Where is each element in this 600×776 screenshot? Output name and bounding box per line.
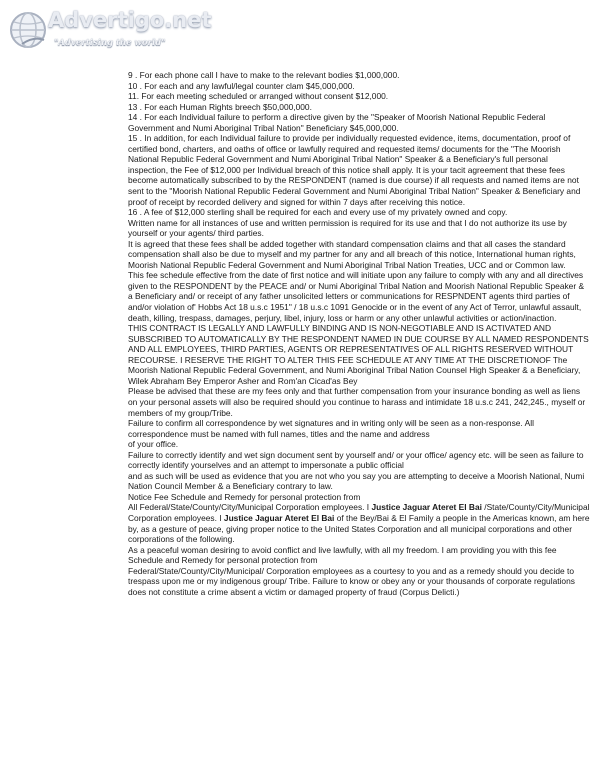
paragraph-federal-employees xyxy=(128,502,590,544)
paragraph-used-as-evidence: and as such will be used as evidence that you are not who you say you are attempting to deceive a Moorish National, Numi Nation Council Member & a Beneficiary contrary to law. xyxy=(128,470,585,492)
federal-text-b: /State/County/City/Municipal Corporation employees. I xyxy=(128,502,590,523)
paragraph-courtesy-remedy: Federal/State/County/City/Municipal/ Corporation employees as a courtesy to you and as a remedy should you decide to trespass upon me or my indigenous group/ Tribe. Failure to know or obey any or your thousands of corporate regulations does not constitute a crime absent a victim or damaged property of fraud (Corpus Delicti.) xyxy=(128,565,575,597)
paragraph-please-be-advised: Please be advised that these are my fees only and that further compensation from your insurance bonding as well as liens on your personal assets will also be required should you continue to harass and intimidate 18 u.s.c 241, 242,245., myself or members of my group/Tribe. xyxy=(128,386,586,418)
fee-item-13: 13 . For each Human Rights breech $50,000,000. xyxy=(128,101,312,112)
globe-icon xyxy=(8,10,48,54)
fee-item-9: 9 . For each phone call I have to make to the relevant bodies $1,000,000. xyxy=(128,70,400,80)
paragraph-contract-binding: THIS CONTRACT IS LEGALLY AND LAWFULLY BINDING AND IS NON-NEGOTIABLE AND IS ACTIVATED AND SUBSCRIBED TO AUTOMATICALLY BY THE RESPONDENT NAMED IN DUE COURSE BY ALL NAMED RESPONDENTS AND ALL EMPLOYEES, THIRD PARTIES, AGENTS OR REPRESENTATIVES OF ALL RIGHTS RESERVED WITHOUT RECOURSE. I RESERVE THE RIGHT TO ALTER THIS FEE SCHEDULE AT ANY TIME AT THE DISCRETIONOF The Moorish National Republic Federal Government, and Numi Aboriginal Tribal Nation Counsel High Speaker & a Beneficiary, Wilek Abraham Bey Emperor Asher and Rom'an Cicad'as Bey xyxy=(128,323,589,386)
fee-item-14: 14 . For each Individual failure to perform a directive given by the "Speaker of Moorish National Republic Federal Government and Numi Aboriginal Tribal Nation" Beneficiary $45,000,000. xyxy=(128,112,546,133)
document-body xyxy=(128,70,590,597)
paragraph-identify-sign: Failure to correctly identify and wet sign document sent by yourself and/ or your office/ agency etc. will be seen as failure to correctly identify yourselves and an attempt to impersonate a public official xyxy=(128,449,584,471)
paragraph-fee-schedule-effective: This fee schedule effective from the date of first notice and will initiate upon any failure to comply with any and all directives given to the RESPONDENT by the PEACE and/ or Numi Aboriginal Tribal Nation and Moorish National Republic Speaker & a Beneficiary and/ or receipt of any father unsolicited letters or communications for RESPNDENT agents third parties of and/or violation of' Hobbs Act 18 u.s.c 1951" / 18 u.s.c 1091 Genocide or in the event of any Act of Terror, unlawful assault, death, killing, trespass, damages, perjury, libel, injury, loss or harm or any other unlawful activities or action/inaction. xyxy=(128,270,585,323)
federal-text-c: of the Bey/Bai & El Family a people in the Americas known, am here by, as a gesture of peace, giving proper notice to the United States Corporation and all municipal corporations and other corporations of the following. xyxy=(128,512,590,545)
federal-text-a: All Federal/State/County/City/Municipal Corporation employees. I xyxy=(128,502,372,513)
fee-item-10: 10 . For each and any lawful/legal counter clam $45,000,000. xyxy=(128,80,355,91)
paragraph-agreed-fees: It is agreed that these fees shall be added together with standard compensation claims and that all cases the standard compensation shall also be due to myself and my partner for any and all breach of this notice, International human rights, Moorish National Republic Federal Government and Numi Aboriginal Tribal Nation Treaties, UCC and or Common law. xyxy=(128,238,576,270)
fee-item-16: 16 . A fee of $12,000 sterling shall be required for each and every use of my privately owned and copy. xyxy=(128,207,508,218)
advertigo-logo[interactable] xyxy=(2,6,212,56)
name-justice-jaguar: Justice Jaguar Ateret El Bai xyxy=(371,502,482,513)
paragraph-peaceful-woman: As a peaceful woman desiring to avoid conflict and live lawfully, with all my freedom. I am providing you with this fee Schedule and Remedy for personal protection from xyxy=(128,544,557,566)
fee-item-15: 15 . In addition, for each Individual failure to provide per individually requested evidence, items, documentation, proof of certified bond, charters, and oaths of office or lawfully required and requested items/ documents for the "The Moorish National Republic Federal Government and Numi Aboriginal Tribal Nation" Speaker & a Beneficiary's full personal inspection, the Fee of $12,000 per Individual breach of this notice shall apply. It is your tacit agreement that these fees become automatically subscribed to by the RESPONDENT (named is due course) if all requests and named items are not sent to the "Moorish National Republic Federal Government and Numi Aboriginal Tribal Nation" Speaker & Beneficiary and proof of receipt by recorded delivery and signed for within 7 days after receiving this notice. xyxy=(128,133,581,207)
paragraph-notice-fee-schedule: Notice Fee Schedule and Remedy for personal protection from xyxy=(128,491,361,502)
name-justice-jaguar-2: Justice Jaguar Ateret El Bai xyxy=(223,512,335,523)
logo-tagline: "Advertising the world" xyxy=(54,38,166,48)
paragraph-of-your-office: of your office. xyxy=(128,439,179,450)
fee-item-11: 11. For each meeting scheduled or arranged without consent $12,000. xyxy=(128,91,389,102)
logo-title: Advertigo.net xyxy=(48,8,212,32)
paragraph-written-name: Written name for all instances of use and written permission is required for its use and that I do not authorize its use by yourself or your agents/ third parties. xyxy=(128,217,567,239)
paragraph-confirm-correspondence: Failure to confirm all correspondence by wet signatures and in writing only will be seen as a non-response. All correspondence must be named with full names, titles and the name and address xyxy=(128,418,534,439)
